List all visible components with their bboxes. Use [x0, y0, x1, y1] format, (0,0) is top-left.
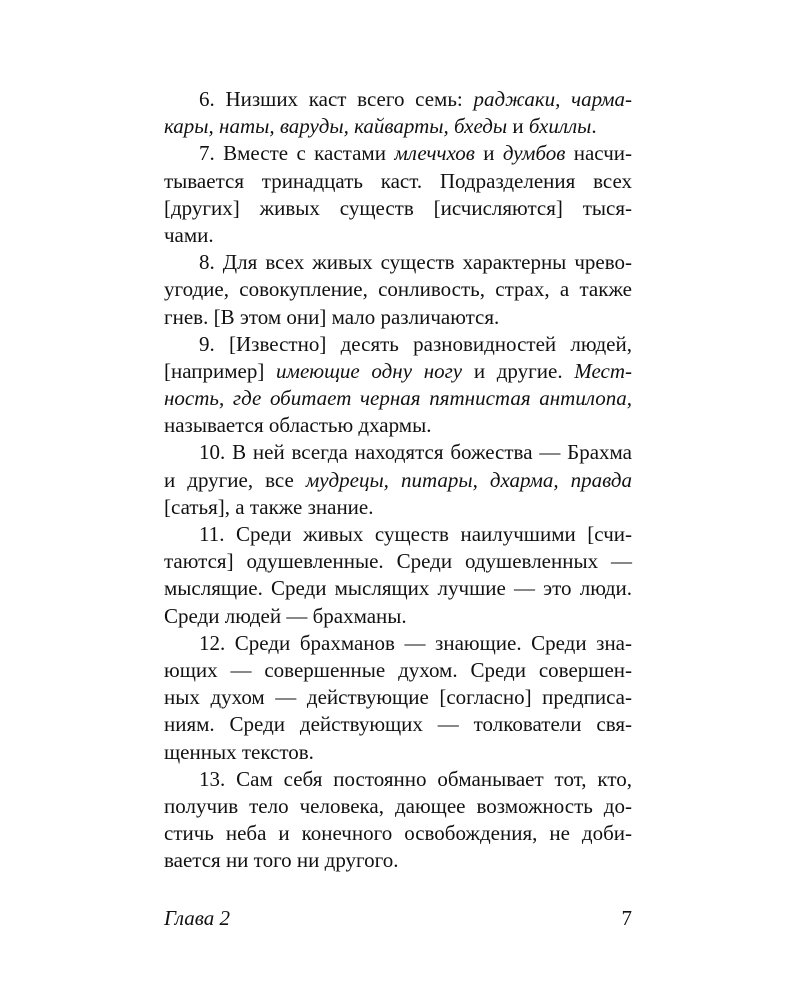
text-line — [164, 820, 632, 847]
text-line — [164, 793, 632, 820]
paragraph — [164, 521, 632, 630]
running-footer-chapter: Глава 2 — [164, 906, 230, 930]
page-number: 7 — [621, 906, 632, 930]
text-line — [164, 766, 632, 793]
text-run: [других] живых существ [исчисляются] тыся- — [164, 195, 632, 220]
text-run: и — [507, 114, 529, 139]
text-line — [164, 630, 632, 657]
text-line — [164, 439, 632, 466]
text-line — [164, 113, 632, 140]
text-run: стичь неба и конечного освобождения, не доби- — [164, 821, 632, 846]
text-line — [164, 467, 632, 494]
text-run: Среди людей — брахманы. — [164, 603, 407, 628]
text-line — [164, 711, 632, 738]
text-run: [например] — [164, 358, 277, 383]
paragraph — [164, 86, 632, 140]
text-run: 11. Среди живых существ наилучшими [счи- — [199, 522, 632, 546]
text-run: и другие. — [462, 358, 575, 383]
text-run: таются] одушевленные. Среди одушевленных — — [164, 549, 632, 574]
italic-term: думбов — [502, 141, 566, 166]
text-line — [164, 249, 632, 276]
text-line — [164, 331, 632, 358]
text-run: называется областью дхармы. — [164, 413, 432, 438]
text-run: 13. Сам себя постоянно обманывает тот, кто, — [199, 766, 632, 791]
page-footer — [164, 906, 632, 936]
text-run: насчи- — [565, 141, 632, 166]
text-line — [164, 358, 632, 385]
text-line — [164, 684, 632, 711]
text-run: ниям. Среди действующих — толкователи свя- — [164, 712, 632, 737]
text-line — [164, 603, 632, 630]
text-line — [164, 521, 632, 548]
text-line — [164, 412, 632, 439]
paragraph — [164, 439, 632, 521]
text-run: 6. Низших каст всего семь: — [199, 87, 474, 111]
text-run: 12. Среди брахманов — знающие. Среди зна- — [199, 630, 632, 655]
text-line — [164, 847, 632, 874]
text-line — [164, 222, 632, 249]
text-run: 10. В ней всегда находятся божества — Брахма — [199, 440, 632, 465]
italic-term: Мест- — [574, 358, 632, 383]
text-line — [164, 739, 632, 766]
italic-term: ность, где обитает черная пятнистая антилопа, — [164, 386, 632, 411]
text-line — [164, 195, 632, 222]
paragraph — [164, 140, 632, 249]
text-run: щенных текстов. — [164, 739, 314, 764]
text-run: мыслящие. Среди мыслящих лучшие — это люди. — [164, 576, 632, 601]
text-run: чами. — [164, 222, 214, 247]
text-run: 7. Вместе с кастами — [199, 141, 395, 166]
text-run: получив тело человека, дающее возможность до- — [164, 793, 632, 818]
text-line — [164, 494, 632, 521]
text-line — [164, 168, 632, 195]
text-line — [164, 548, 632, 575]
text-run: и другие, все — [164, 467, 306, 492]
text-run: вается ни того ни другого. — [164, 848, 399, 873]
text-run: [сатья], а также знание. — [164, 494, 374, 519]
text-run: . — [591, 114, 597, 139]
paragraph — [164, 766, 632, 875]
text-run: угодие, совокупление, сонливость, страх, а также — [164, 277, 632, 302]
text-run: ных духом — действующие [согласно] предписа- — [164, 685, 632, 710]
italic-term: кары, наты, варуды, кайварты, бхеды — [164, 114, 508, 139]
text-line — [164, 575, 632, 602]
text-run: и — [474, 141, 503, 166]
text-line — [164, 304, 632, 331]
italic-term: бхиллы — [528, 114, 592, 139]
text-line — [164, 385, 632, 412]
text-run: тывается тринадцать каст. Подразделения всех — [164, 168, 632, 193]
italic-term: мудрецы, питары, дхарма, правда — [305, 467, 632, 492]
text-line — [164, 140, 632, 167]
italic-term: имеющие одну ногу — [276, 358, 463, 383]
text-run: 8. Для всех живых существ характерны чрево- — [199, 250, 632, 275]
italic-term: раджаки, чарма- — [473, 87, 632, 111]
text-line — [164, 86, 632, 113]
body-text — [164, 86, 632, 874]
text-run: гнев. [В этом они] мало различаются. — [164, 304, 500, 329]
text-run: ющих — совершенные духом. Среди совершен- — [164, 657, 632, 682]
text-line — [164, 276, 632, 303]
italic-term: млеччхов — [394, 141, 475, 166]
paragraph — [164, 331, 632, 440]
paragraph — [164, 630, 632, 766]
text-run: 9. [Известно] десять разновидностей людей, — [199, 331, 632, 356]
paragraph — [164, 249, 632, 331]
text-line — [164, 657, 632, 684]
